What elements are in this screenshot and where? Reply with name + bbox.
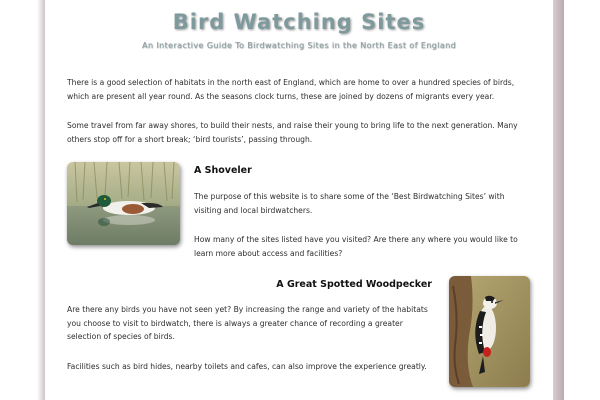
shoveler-paragraph-1: The purpose of this website is to share some of the ‘Best Birdwatching Sites’ with visiting and local birdwatchers. [194,192,505,215]
intro-paragraph-1: There is a good selection of habitats in the north east of England, which are home to over a hundred species of birds, which are present all year round. As the seasons clock turns, these are joined by dozens of migrants every year. [67,78,515,101]
shoveler-heading: A Shoveler [194,165,252,176]
page-title: Bird Watching Sites [172,10,426,34]
page-shadow-right [553,0,564,400]
woodpecker-heading: A Great Spotted Woodpecker [276,279,432,290]
shoveler-photo [67,162,180,245]
woodpecker-paragraph-1: Are there any birds you have not seen yet? By increasing the range and variety of the habitats you choose to visit to birdwatch, there is always a greater chance of recording a greater selection of species of birds. [67,305,428,341]
intro-paragraph-2: Some travel from far away shores, to build their nests, and raise their young to bring life to the next generation. Many others stop off for a short break; ‘bird tourists’, passing through. [67,121,518,144]
page-content [45,0,553,400]
shoveler-paragraph-2: How many of the sites listed have you visited? Are there any where you would like to learn more about access and facilities? [194,235,518,258]
page-shadow-left [37,0,45,400]
woodpecker-photo [449,276,530,387]
woodpecker-paragraph-2: Facilities such as bird hides, nearby toilets and cafes, can also improve the experience greatly. [67,362,427,371]
page-subtitle: An Interactive Guide To Birdwatching Sites in the North East of England [141,41,457,50]
